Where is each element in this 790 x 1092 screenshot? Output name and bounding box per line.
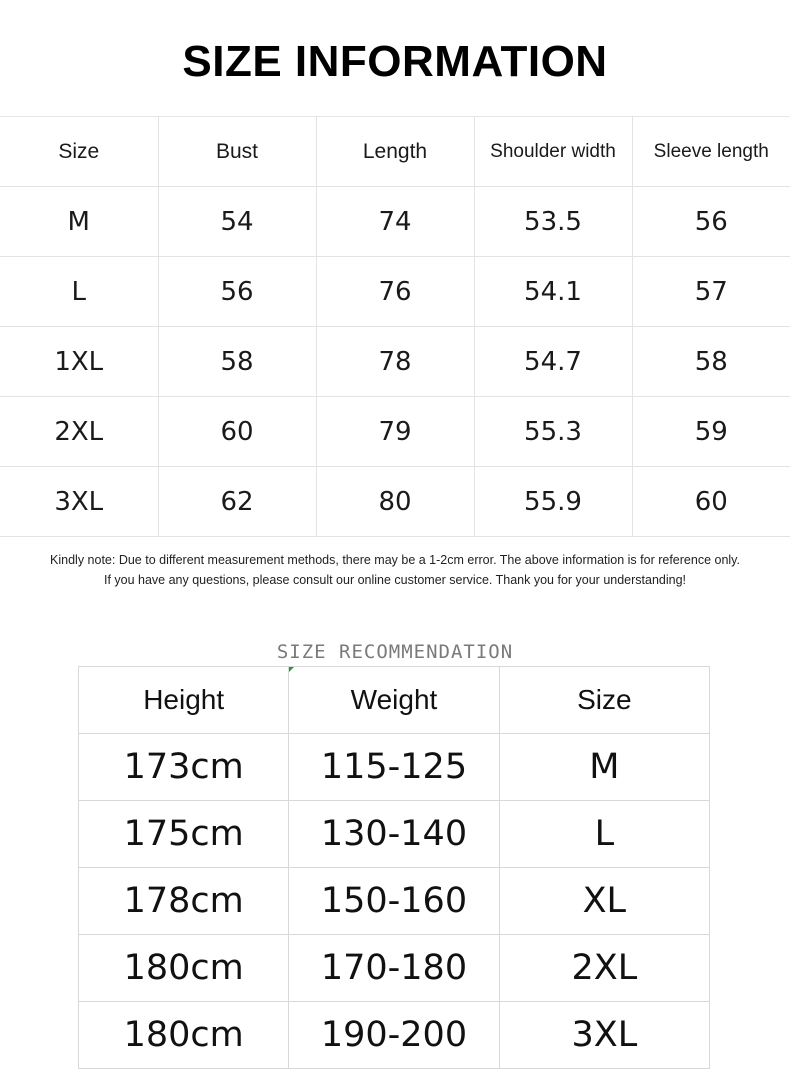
- measurement-note: [0, 550, 790, 590]
- table-cell: 54: [158, 187, 316, 257]
- table-cell: 54.1: [474, 257, 632, 327]
- column-header-size: Size: [499, 667, 709, 734]
- table-cell: 58: [158, 327, 316, 397]
- table-cell: 3XL: [0, 467, 158, 537]
- table-cell: 130-140: [289, 801, 499, 868]
- recommendation-title: SIZE RECOMMENDATION: [276, 641, 514, 663]
- table-row: [79, 801, 710, 868]
- size-information-table: [0, 116, 790, 537]
- table-cell: 80: [316, 467, 474, 537]
- table-cell: 53.5: [474, 187, 632, 257]
- table-cell: 180cm: [79, 1002, 289, 1069]
- table-cell: 57: [632, 257, 790, 327]
- table-cell: M: [0, 187, 158, 257]
- table-cell: 62: [158, 467, 316, 537]
- table-cell: XL: [499, 868, 709, 935]
- column-header-length: Length: [316, 117, 474, 187]
- table-row: [0, 187, 790, 257]
- table-cell: 1XL: [0, 327, 158, 397]
- table-cell: 2XL: [0, 397, 158, 467]
- column-header-weight: Weight: [289, 667, 499, 734]
- table-cell: 170-180: [289, 935, 499, 1002]
- table-row: [0, 467, 790, 537]
- note-line-2: If you have any questions, please consult our online customer service. Thank you for your understanding!: [103, 573, 687, 587]
- table-cell: M: [499, 734, 709, 801]
- table-cell: 150-160: [289, 868, 499, 935]
- column-header-size: Size: [0, 117, 158, 187]
- table-cell: L: [0, 257, 158, 327]
- table-cell: 178cm: [79, 868, 289, 935]
- table-cell: 74: [316, 187, 474, 257]
- table-cell: 55.9: [474, 467, 632, 537]
- table-cell: 3XL: [499, 1002, 709, 1069]
- note-line-1: Kindly note: Due to different measurement methods, there may be a 1-2cm error. The above information is for reference only.: [50, 553, 740, 567]
- table-cell: 190-200: [289, 1002, 499, 1069]
- column-header-shoulder-width: Shoulder width: [474, 117, 632, 187]
- table-cell: 59: [632, 397, 790, 467]
- table-row: [0, 257, 790, 327]
- page-title: SIZE INFORMATION: [182, 37, 608, 86]
- table-cell: 115-125: [289, 734, 499, 801]
- table-header-row: [79, 667, 710, 734]
- table-row: [79, 868, 710, 935]
- table-cell: 175cm: [79, 801, 289, 868]
- table-cell: 76: [316, 257, 474, 327]
- table-cell: 79: [316, 397, 474, 467]
- column-header-height: Height: [79, 667, 289, 734]
- table-cell: L: [499, 801, 709, 868]
- table-row: [79, 734, 710, 801]
- table-cell: 180cm: [79, 935, 289, 1002]
- table-row: [79, 935, 710, 1002]
- table-row: [0, 397, 790, 467]
- table-cell: 78: [316, 327, 474, 397]
- table-cell: 55.3: [474, 397, 632, 467]
- size-recommendation-table: [78, 666, 710, 1069]
- table-cell: 54.7: [474, 327, 632, 397]
- table-cell: 173cm: [79, 734, 289, 801]
- table-cell: 56: [632, 187, 790, 257]
- table-cell: 58: [632, 327, 790, 397]
- table-cell: 56: [158, 257, 316, 327]
- column-header-sleeve-length: Sleeve length: [632, 117, 790, 187]
- table-cell: 2XL: [499, 935, 709, 1002]
- column-header-bust: Bust: [158, 117, 316, 187]
- table-row: [79, 1002, 710, 1069]
- table-header-row: [0, 117, 790, 187]
- table-row: [0, 327, 790, 397]
- table-cell: 60: [158, 397, 316, 467]
- table-cell: 60: [632, 467, 790, 537]
